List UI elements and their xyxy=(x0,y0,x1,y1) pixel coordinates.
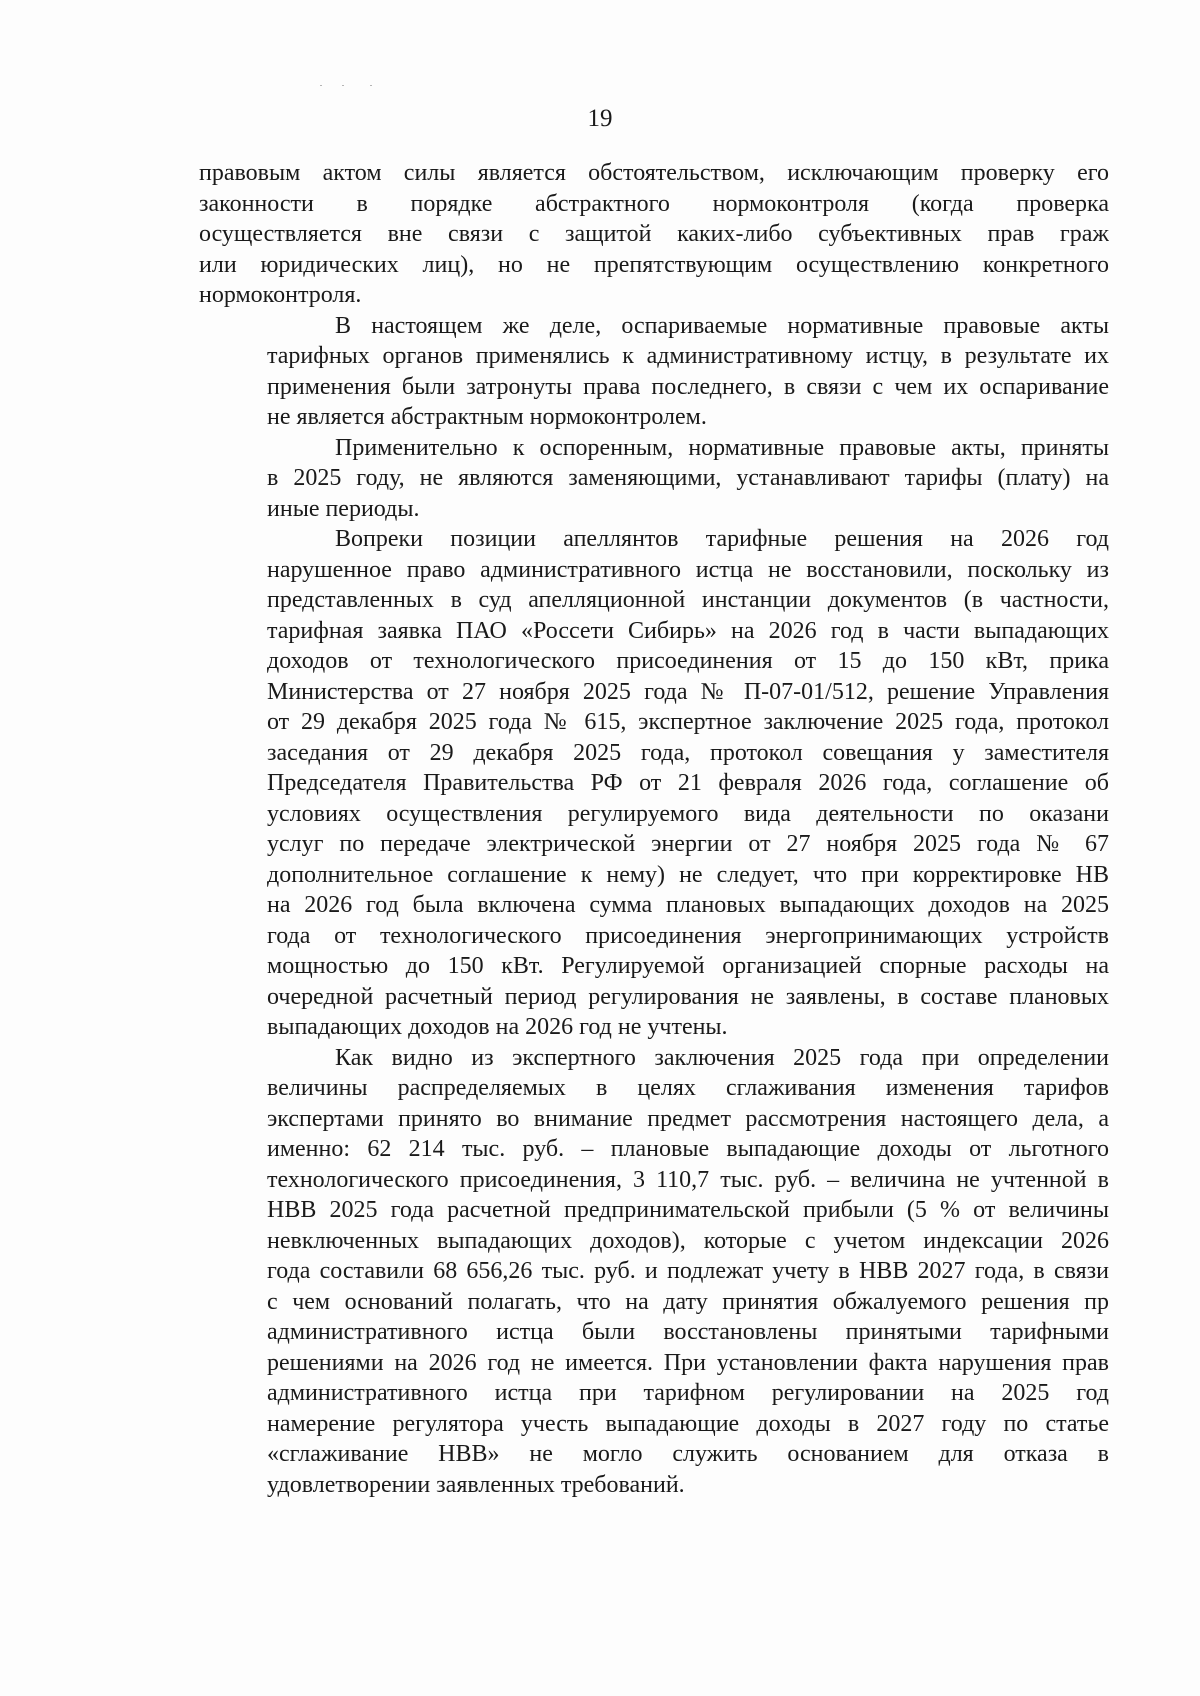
text-line: НВВ 2025 года расчетной предпринимательской прибыли (5 % от величины xyxy=(267,1197,1109,1223)
text-line: удовлетворении заявленных требований. xyxy=(267,1471,685,1498)
text-line: величины распределяемых в целях сглаживания изменения тарифов xyxy=(267,1075,1109,1101)
text-line: административного истца были восстановлены принятыми тарифными xyxy=(267,1319,1109,1345)
text-line: на 2026 год была включена сумма плановых выпадающих доходов на 2025 xyxy=(267,892,1109,918)
text-line: очередной расчетный период регулирования не заявлены, в составе плановых xyxy=(267,983,1109,1010)
text-line: иные периоды. xyxy=(267,495,420,522)
text-line: «сглаживание НВВ» не могло служить основанием для отказа в xyxy=(267,1441,1109,1467)
text-line: услуг по передаче электрической энергии от 27 ноября 2025 года № 67 xyxy=(267,831,1109,857)
text-line: технологического присоединения, 3 110,7 тыс. руб. – величина не учтенной в xyxy=(267,1166,1109,1193)
text-line: выпадающих доходов на 2026 год не учтены. xyxy=(267,1014,728,1040)
text-line: Председателя Правительства РФ от 21 февраля 2026 года, соглашение об xyxy=(267,770,1109,796)
text-line: административного истца при тарифном регулировании на 2025 год xyxy=(267,1380,1109,1406)
text-line: года от технологического присоединения энергопринимающих устройств xyxy=(267,922,1109,949)
text-line: осуществляется вне связи с защитой каких-либо субъективных прав граж xyxy=(199,221,1109,247)
paragraph xyxy=(199,158,1109,311)
text-line: намерение регулятора учесть выпадающие доходы в 2027 году по статье xyxy=(267,1410,1109,1437)
text-line: В настоящем же деле, оспариваемые нормативные правовые акты xyxy=(335,312,1109,339)
text-line: законности в порядке абстрактного нормоконтроля (когда проверка xyxy=(199,190,1109,217)
paragraph xyxy=(199,433,1109,525)
text-line: не является абстрактным нормоконтролем. xyxy=(267,404,707,430)
text-line: мощностью до 150 кВт. Регулируемой организацией спорные расходы на xyxy=(267,953,1109,979)
text-line: условиях осуществления регулируемого вида деятельности по оказани xyxy=(267,800,1109,827)
paragraph xyxy=(199,1043,1109,1501)
text-line: с чем оснований полагать, что на дату принятия обжалуемого решения пр xyxy=(267,1288,1109,1315)
scan-artifact xyxy=(320,85,380,87)
document-body xyxy=(199,158,1109,1500)
paragraph xyxy=(199,524,1109,1043)
text-line: именно: 62 214 тыс. руб. – плановые выпадающие доходы от льготного xyxy=(267,1136,1109,1162)
text-line: в 2025 году, не являются заменяющими, устанавливают тарифы (плату) на xyxy=(267,465,1109,491)
text-line: дополнительное соглашение к нему) не следует, что при корректировке НВ xyxy=(267,861,1109,888)
paragraph xyxy=(199,311,1109,433)
text-line: нарушенное право административного истца не восстановили, поскольку из xyxy=(267,556,1109,583)
text-line: заседания от 29 декабря 2025 года, протокол совещания у заместителя xyxy=(267,739,1109,766)
text-line: решениями на 2026 год не имеется. При установлении факта нарушения прав xyxy=(267,1349,1109,1376)
text-line: тарифных органов применялись к административному истцу, в результате их xyxy=(267,343,1109,369)
text-line: доходов от технологического присоединения от 15 до 150 кВт, прика xyxy=(267,648,1109,674)
text-line: Применительно к оспоренным, нормативные правовые акты, приняты xyxy=(335,434,1109,461)
text-line: Министерства от 27 ноября 2025 года № П-07-01/512, решение Управления xyxy=(267,678,1109,705)
text-line: Вопреки позиции апеллянтов тарифные решения на 2026 год xyxy=(335,526,1109,552)
text-line: нормоконтроля. xyxy=(199,282,362,308)
text-line: применения были затронуты права последнего, в связи с чем их оспаривание xyxy=(267,373,1109,400)
text-line: или юридических лиц), но не препятствующим осуществлению конкретного xyxy=(199,251,1109,278)
text-line: невключенных выпадающих доходов), которые с учетом индексации 2026 xyxy=(267,1227,1109,1254)
text-line: правовым актом силы является обстоятельством, исключающим проверку его xyxy=(199,160,1109,186)
text-line: экспертами принято во внимание предмет рассмотрения настоящего дела, а xyxy=(267,1105,1109,1132)
text-line: тарифная заявка ПАО «Россети Сибирь» на 2026 год в части выпадающих xyxy=(267,617,1109,644)
page-number: 19 xyxy=(587,105,613,132)
text-line: Как видно из экспертного заключения 2025 года при определении xyxy=(335,1044,1109,1071)
text-line: от 29 декабря 2025 года № 615, экспертное заключение 2025 года, протокол xyxy=(267,709,1109,735)
text-line: представленных в суд апелляционной инстанции документов (в частности, xyxy=(267,587,1109,613)
text-line: года составили 68 656,26 тыс. руб. и подлежат учету в НВВ 2027 года, в связи xyxy=(267,1258,1109,1284)
